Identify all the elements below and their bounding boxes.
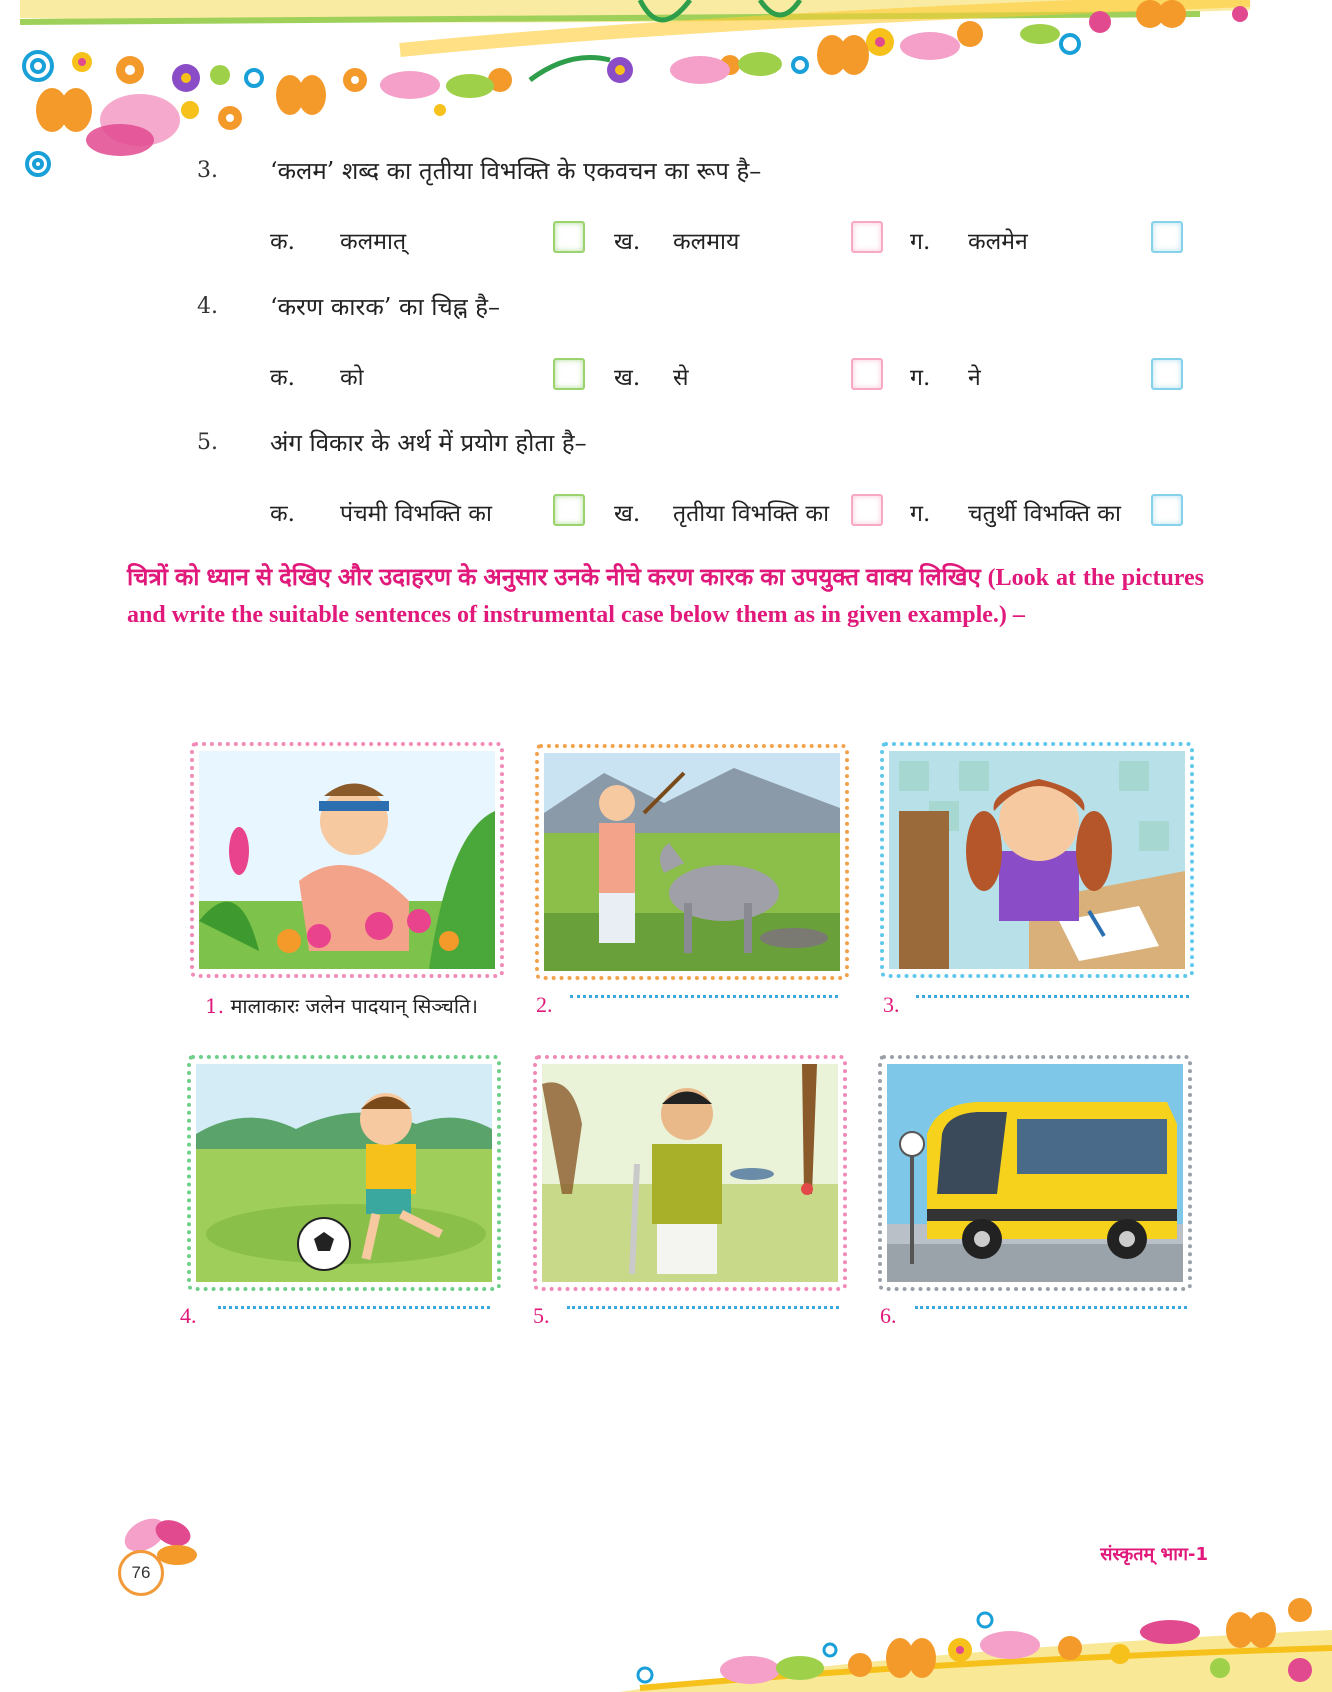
option-letter: ख. [614,365,641,391]
question-text: ‘कलम’ शब्द का तृतीया विभक्ति के एकवचन का रूप है– [270,157,762,185]
picture-donkey [535,744,849,980]
picture-number: 6. [880,1303,897,1328]
option-text: तृतीया विभक्ति का [673,501,830,527]
book-title: संस्कृतम् भाग-1 [1100,1544,1208,1565]
page-number: 76 [118,1550,164,1596]
example-text: मालाकारः जलेन पादयान् सिञ्चति। [230,994,479,1018]
picture-number: 4. [180,1303,197,1328]
option-text: पंचमी विभक्ति का [340,501,492,527]
man-with-stick-and-donkey-illustration [544,753,840,971]
exercise-instruction: चित्रों को ध्यान से देखिए और उदाहरण के अनुसार उनके नीचे करण कारक का उपयुक्त वाक्य लिखिए (Look at the pictures and write the suitable sentences of instrumental case below them as in given example.) – [127,565,1204,628]
picture-number: 3. [883,992,900,1017]
option-letter: क. [270,229,295,255]
option-text: से [673,365,689,391]
answer-checkbox[interactable] [553,494,585,526]
option-text: कलमेन [968,229,1028,255]
answer-checkbox[interactable] [851,221,883,253]
question-text: अंग विकार के अर्थ में प्रयोग होता है– [270,429,587,457]
option-letter: ख. [614,501,641,527]
answer-checkbox[interactable] [1151,494,1183,526]
question-number: 4. [197,294,218,319]
option-text: चतुर्थी विभक्ति का [968,501,1121,527]
example-sentence [205,992,478,1019]
option-text: कलमात् [340,229,407,255]
bottom-decorative-banner [600,1570,1332,1692]
option-letter: ग. [910,229,931,255]
answer-checkbox[interactable] [1151,358,1183,390]
question-number: 5. [197,430,218,455]
answer-dotted-line[interactable] [915,1306,1187,1309]
option-letter: ग. [910,365,931,391]
option-letter: क. [270,501,295,527]
man-with-crutch-illustration [542,1064,838,1282]
answer-dotted-line[interactable] [218,1306,490,1309]
picture-bus [878,1055,1192,1291]
option-text: ने [968,365,981,391]
gardener-watering-plants-illustration [199,751,495,969]
girl-writing-with-pen-illustration [889,751,1185,969]
option-text: को [340,365,364,391]
answer-dotted-line[interactable] [570,995,838,998]
answer-checkbox[interactable] [553,358,585,390]
question-text: ‘करण कारक’ का चिह्न है– [270,293,501,321]
option-text: कलमाय [673,229,740,255]
answer-checkbox[interactable] [553,221,585,253]
answer-dotted-line[interactable] [916,995,1189,998]
picture-football [187,1055,501,1291]
picture-number: 5. [533,1303,550,1328]
answer-checkbox[interactable] [851,494,883,526]
picture-crutch [533,1055,847,1291]
boy-kicking-football-illustration [196,1064,492,1282]
answer-checkbox[interactable] [851,358,883,390]
option-letter: ग. [910,501,931,527]
picture-gardener [190,742,504,978]
question-number: 3. [197,158,218,183]
picture-girl-writing [880,742,1194,978]
option-letter: ख. [614,229,641,255]
answer-dotted-line[interactable] [567,1306,839,1309]
answer-checkbox[interactable] [1151,221,1183,253]
yellow-bus-illustration [887,1064,1183,1282]
picture-number: 2. [536,992,553,1017]
picture-number: 1. [205,994,225,1018]
option-letter: क. [270,365,295,391]
